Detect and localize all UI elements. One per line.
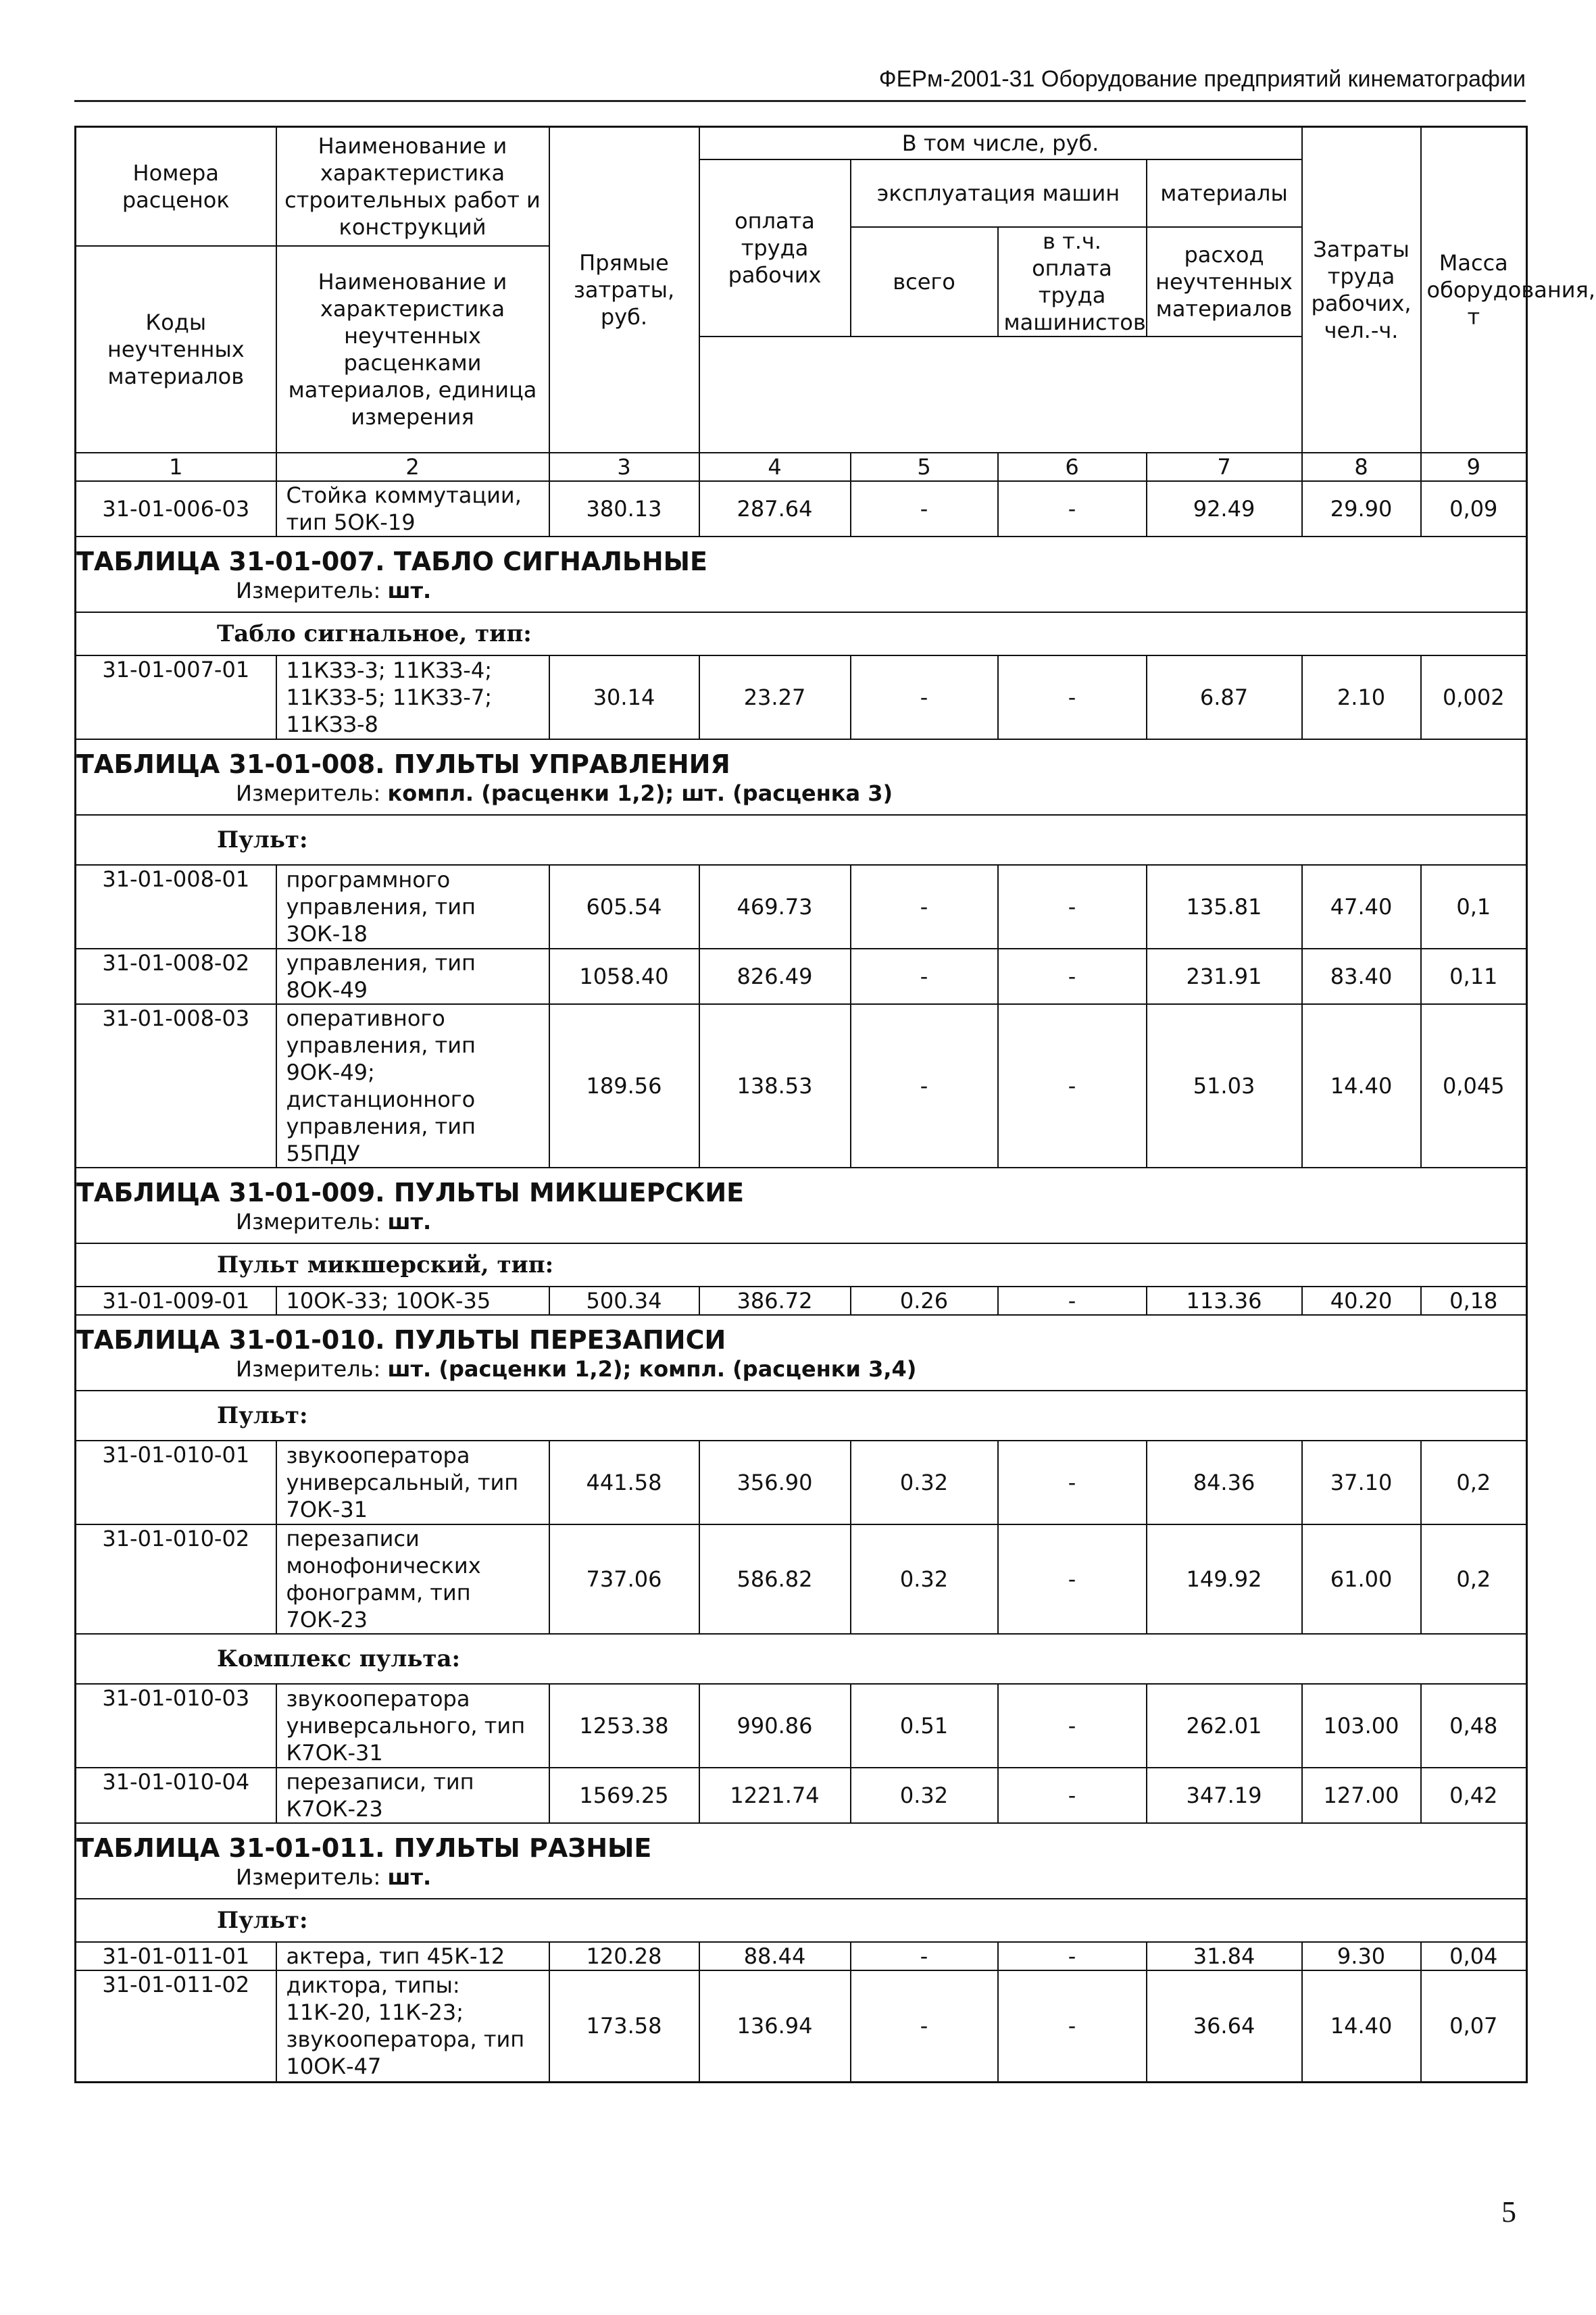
table-row [76,865,1527,949]
header-rule [74,100,1526,102]
labour-costs: 103.00 [1302,1684,1421,1768]
machines-total: 0.32 [851,1768,998,1823]
table-row [76,1441,1527,1524]
table-row [76,1684,1527,1768]
section-unit: Измеритель: шт. [236,1208,432,1235]
header-work-name: Наименование и характеристика строительных работ и конструкций [276,127,549,246]
materials-cost: 347.19 [1147,1768,1302,1823]
direct-costs: 737.06 [549,1524,699,1634]
rate-code: 31-01-006-03 [76,481,276,537]
equipment-mass: 0,045 [1421,1004,1527,1168]
machines-total: 0.26 [851,1287,998,1315]
machines-total: - [851,949,998,1004]
rate-name: управления, тип 8ОК-49 [276,949,549,1004]
direct-costs: 500.34 [549,1287,699,1315]
direct-costs: 1253.38 [549,1684,699,1768]
rate-name: Стойка коммутации, тип 5ОК-19 [276,481,549,537]
labour-costs: 47.40 [1302,865,1421,949]
header-material-codes: Коды неучтенных материалов [76,246,276,453]
column-number: 7 [1147,453,1302,481]
machinist-pay: - [998,1970,1147,2083]
equipment-mass: 0,48 [1421,1684,1527,1768]
direct-costs: 1058.40 [549,949,699,1004]
section-title: ТАБЛИЦА 31-01-007. ТАБЛО СИГНАЛЬНЫЕ [76,546,708,576]
worker-pay: 88.44 [699,1942,851,1970]
table-row [76,949,1527,1004]
table-row [76,1004,1527,1168]
worker-pay: 136.94 [699,1970,851,2083]
column-number: 2 [276,453,549,481]
rate-name: программного управления, тип 3ОК-18 [276,865,549,949]
labour-costs: 83.40 [1302,949,1421,1004]
header-material-name: Наименование и характеристика неучтенных расценками материалов, единица измерения [276,246,549,453]
machinist-pay: - [998,1768,1147,1823]
labour-costs: 2.10 [1302,655,1421,739]
section-unit: Измеритель: шт. (расценки 1,2); компл. (расценки 3,4) [236,1355,917,1382]
labour-costs: 14.40 [1302,1004,1421,1168]
table-row [76,1942,1527,1970]
section-header [76,739,1527,815]
table-row [76,1970,1527,2083]
section-unit: Измеритель: шт. [236,1864,432,1890]
equipment-mass: 0,04 [1421,1942,1527,1970]
materials-cost: 149.92 [1147,1524,1302,1634]
section-title: ТАБЛИЦА 31-01-008. ПУЛЬТЫ УПРАВЛЕНИЯ [76,749,730,779]
worker-pay: 386.72 [699,1287,851,1315]
equipment-mass: 0,002 [1421,655,1527,739]
rate-name: диктора, типы: 11К-20, 11К-23; звукооператора, тип 10ОК-47 [276,1970,549,2083]
machinist-pay: - [998,1441,1147,1524]
rate-code: 31-01-008-02 [76,949,276,1004]
machinist-pay: - [998,1524,1147,1634]
materials-cost: 92.49 [1147,481,1302,537]
running-head: ФЕРм-2001-31 Оборудование предприятий кинематографии [878,66,1526,92]
direct-costs: 189.56 [549,1004,699,1168]
column-number: 5 [851,453,998,481]
rate-name: 10ОК-33; 10ОК-35 [276,1287,549,1315]
header-unaccounted-materials: расход неучтенных материалов [1147,227,1302,337]
machinist-pay: - [998,865,1147,949]
equipment-mass: 0,07 [1421,1970,1527,2083]
rate-name: перезаписи, тип К7ОК-23 [276,1768,549,1823]
group-heading: Пульт: [76,1391,1527,1441]
worker-pay: 1221.74 [699,1768,851,1823]
rate-name: звукооператора универсального, тип К7ОК-31 [276,1684,549,1768]
worker-pay: 138.53 [699,1004,851,1168]
materials-cost: 51.03 [1147,1004,1302,1168]
section-header [76,537,1527,612]
section-title: ТАБЛИЦА 31-01-009. ПУЛЬТЫ МИКШЕРСКИЕ [76,1177,745,1208]
machinist-pay: - [998,949,1147,1004]
machines-total: - [851,1004,998,1168]
section-header [76,1168,1527,1243]
machinist-pay: - [998,655,1147,739]
materials-cost: 262.01 [1147,1684,1302,1768]
rate-name: оперативного управления, тип 9ОК-49; дистанционного управления, тип 55ПДУ [276,1004,549,1168]
column-number: 1 [76,453,276,481]
direct-costs: 1569.25 [549,1768,699,1823]
column-number: 6 [998,453,1147,481]
column-number: 8 [1302,453,1421,481]
materials-cost: 6.87 [1147,655,1302,739]
machinist-pay: - [998,1684,1147,1768]
header-labour-costs: Затраты труда рабочих, чел.-ч. [1302,127,1421,453]
labour-costs: 127.00 [1302,1768,1421,1823]
machines-total: - [851,655,998,739]
rate-code: 31-01-010-04 [76,1768,276,1823]
table-row [76,481,1527,537]
equipment-mass: 0,1 [1421,865,1527,949]
group-heading: Пульт микшерский, тип: [76,1243,1527,1287]
rate-name: актера, тип 45К-12 [276,1942,549,1970]
direct-costs: 605.54 [549,865,699,949]
labour-costs: 37.10 [1302,1441,1421,1524]
table-row [76,1524,1527,1634]
header-rate-numbers: Номера расценок [76,127,276,246]
header-worker-pay: оплата труда рабочих [699,159,851,337]
labour-costs: 14.40 [1302,1970,1421,2083]
materials-cost: 84.36 [1147,1441,1302,1524]
rates-table [74,126,1595,2083]
labour-costs: 29.90 [1302,481,1421,537]
section-title: ТАБЛИЦА 31-01-010. ПУЛЬТЫ ПЕРЕЗАПИСИ [76,1324,726,1355]
table-row [76,655,1527,739]
column-number: 4 [699,453,851,481]
header-direct-costs: Прямые затраты, руб. [549,127,699,453]
worker-pay: 287.64 [699,481,851,537]
rate-code: 31-01-010-03 [76,1684,276,1768]
equipment-mass: 0,2 [1421,1441,1527,1524]
section-unit: Измеритель: шт. [236,577,432,603]
group-heading: Комплекс пульта: [76,1634,1527,1684]
group-heading: Табло сигнальное, тип: [76,612,1527,655]
machinist-pay: - [998,1942,1147,1970]
labour-costs: 9.30 [1302,1942,1421,1970]
labour-costs: 40.20 [1302,1287,1421,1315]
machines-total: - [851,1942,998,1970]
header-machinist-pay: в т.ч. оплата труда машинистов [998,227,1147,337]
machines-total: - [851,1970,998,2083]
table-row [76,1287,1527,1315]
rate-code: 31-01-008-01 [76,865,276,949]
worker-pay: 469.73 [699,865,851,949]
header-including: В том числе, руб. [699,127,1302,159]
machines-total: 0.32 [851,1524,998,1634]
machinist-pay: - [998,1287,1147,1315]
rate-code: 31-01-011-02 [76,1970,276,2083]
rate-name: перезаписи монофонических фонограмм, тип 7ОК-23 [276,1524,549,1634]
section-title: ТАБЛИЦА 31-01-011. ПУЛЬТЫ РАЗНЫЕ [76,1833,652,1863]
labour-costs: 61.00 [1302,1524,1421,1634]
equipment-mass: 0,2 [1421,1524,1527,1634]
direct-costs: 120.28 [549,1942,699,1970]
rate-code: 31-01-008-03 [76,1004,276,1168]
direct-costs: 30.14 [549,655,699,739]
section-unit: Измеритель: компл. (расценки 1,2); шт. (расценка 3) [236,780,893,806]
worker-pay: 990.86 [699,1684,851,1768]
group-heading: Пульт: [76,1899,1527,1942]
page-number: 5 [1501,2195,1516,2229]
direct-costs: 173.58 [549,1970,699,2083]
machines-total: 0.51 [851,1684,998,1768]
column-number: 3 [549,453,699,481]
worker-pay: 23.27 [699,655,851,739]
rate-code: 31-01-010-02 [76,1524,276,1634]
rate-name: 11КЗЗ-3; 11КЗЗ-4; 11КЗЗ-5; 11КЗЗ-7; 11КЗЗ-8 [276,655,549,739]
equipment-mass: 0,42 [1421,1768,1527,1823]
section-header [76,1823,1527,1899]
machines-total: 0.32 [851,1441,998,1524]
header-machines: эксплуатация машин [851,159,1147,227]
rate-code: 31-01-007-01 [76,655,276,739]
machinist-pay: - [998,1004,1147,1168]
header-materials: материалы [1147,159,1302,227]
worker-pay: 586.82 [699,1524,851,1634]
machines-total: - [851,481,998,537]
direct-costs: 380.13 [549,481,699,537]
rate-code: 31-01-011-01 [76,1942,276,1970]
rate-code: 31-01-009-01 [76,1287,276,1315]
materials-cost: 113.36 [1147,1287,1302,1315]
materials-cost: 36.64 [1147,1970,1302,2083]
equipment-mass: 0,18 [1421,1287,1527,1315]
direct-costs: 441.58 [549,1441,699,1524]
header-machines-total: всего [851,227,998,337]
equipment-mass: 0,09 [1421,481,1527,537]
machines-total: - [851,865,998,949]
equipment-mass: 0,11 [1421,949,1527,1004]
rate-name: звукооператора универсальный, тип 7ОК-31 [276,1441,549,1524]
machinist-pay: - [998,481,1147,537]
table-row [76,1768,1527,1823]
materials-cost: 231.91 [1147,949,1302,1004]
materials-cost: 135.81 [1147,865,1302,949]
section-header [76,1315,1527,1391]
worker-pay: 356.90 [699,1441,851,1524]
materials-cost: 31.84 [1147,1942,1302,1970]
rate-code: 31-01-010-01 [76,1441,276,1524]
worker-pay: 826.49 [699,949,851,1004]
column-number: 9 [1421,453,1527,481]
group-heading: Пульт: [76,815,1527,865]
header-equipment-mass: Масса оборудования, т [1421,127,1527,453]
